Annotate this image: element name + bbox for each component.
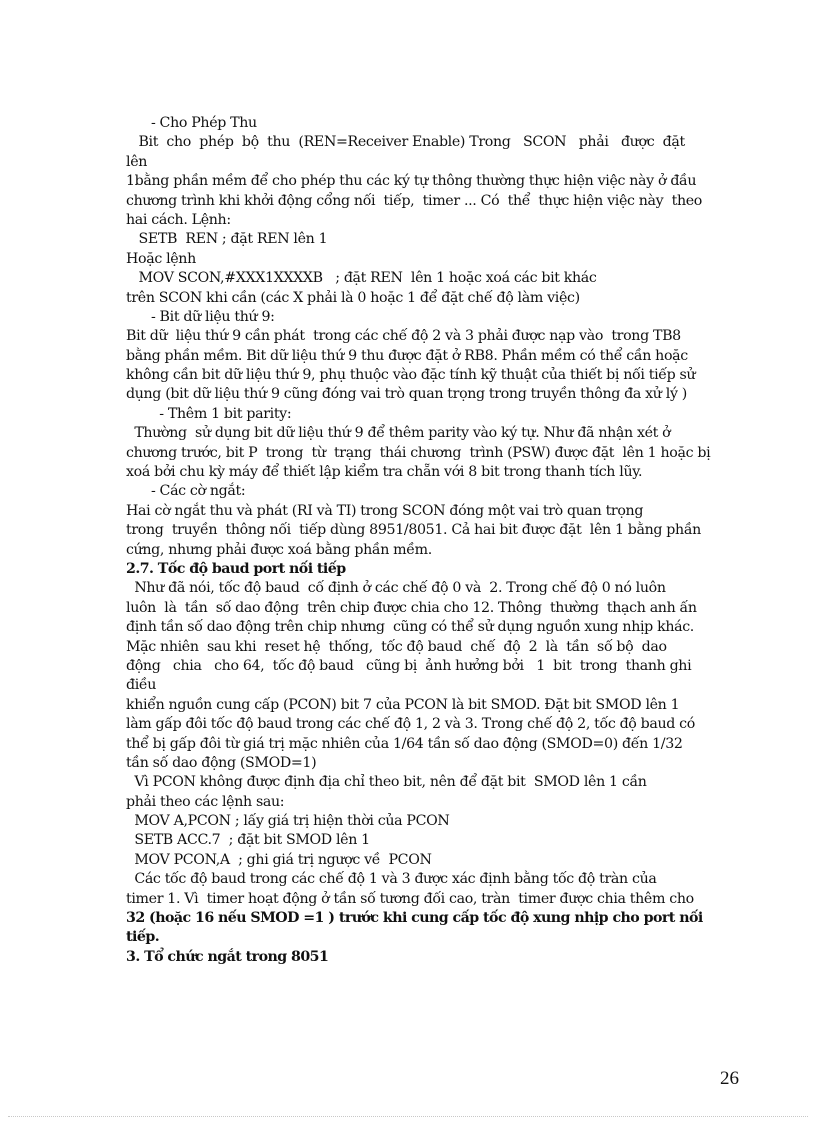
heading-line: tiếp.: [126, 929, 160, 946]
text-line: định tần số dao động trên chip nhưng cũng có thể sử dụng nguồn xung nhịp khác.: [126, 619, 694, 636]
text-line: xoá bởi chu kỳ máy để thiết lập kiểm tra chẵn với 8 bit trong thanh tích lũy.: [126, 464, 643, 481]
text-line: bằng phần mềm. Bit dữ liệu thứ 9 thu được đặt ở RB8. Phần mềm có thể cần hoặc: [126, 347, 688, 364]
text-line: thể bị gấp đôi từ giá trị mặc nhiên của 1/64 tần số dao động (SMOD=0) đến 1/32: [126, 735, 683, 752]
text-line: khiển nguồn cung cấp (PCON) bit 7 của PCON là bit SMOD. Đặt bit SMOD lên 1: [126, 696, 680, 713]
text-line: tần số dao động (SMOD=1): [126, 754, 317, 771]
text-line: Hai cờ ngắt thu và phát (RI và TI) trong SCON đóng một vai trò quan trọng: [126, 502, 644, 519]
heading-line: 2.7. Tốc độ baud port nối tiếp: [126, 560, 346, 577]
text-line: hai cách. Lệnh:: [126, 211, 231, 228]
text-line: dụng (bit dữ liệu thứ 9 cũng đóng vai trò quan trọng trong truyền thông đa xử lý ): [126, 386, 687, 403]
text-line: - Bit dữ liệu thứ 9:: [126, 308, 275, 325]
text-line: Mặc nhiên sau khi reset hệ thống, tốc độ baud chế độ 2 là tần số bộ dao: [126, 638, 667, 655]
text-line: Bit cho phép bộ thu (REN=Receiver Enable) Trong SCON phải được đặt: [126, 134, 685, 151]
text-line: Hoặc lệnh: [126, 250, 196, 267]
text-line: làm gấp đôi tốc độ baud trong các chế độ 1, 2 và 3. Trong chế độ 2, tốc độ baud có: [126, 716, 695, 733]
text-line: MOV SCON,#XXX1XXXXB ; đặt REN lên 1 hoặc xoá các bit khác: [126, 270, 597, 287]
text-line: 1bằng phần mềm để cho phép thu các ký tự thông thường thực hiện việc này ở đầu: [126, 173, 697, 190]
text-line: trong truyền thông nối tiếp dùng 8951/8051. Cả hai bit được đặt lên 1 bằng phần: [126, 522, 701, 539]
text-line: SETB ACC.7 ; đặt bit SMOD lên 1: [126, 832, 370, 849]
text-line: lên: [126, 153, 148, 170]
text-line: - Thêm 1 bit parity:: [126, 405, 292, 422]
text-line: Bit dữ liệu thứ 9 cần phát trong các chế độ 2 và 3 phải được nạp vào trong TB8: [126, 328, 681, 345]
text-line: phải theo các lệnh sau:: [126, 793, 285, 810]
footer-divider: [8, 1116, 808, 1117]
text-line: - Các cờ ngắt:: [126, 483, 246, 500]
text-line: SETB REN ; đặt REN lên 1: [126, 231, 328, 248]
text-line: timer 1. Vì timer hoạt động ở tần số tương đối cao, tràn timer được chia thêm cho: [126, 890, 694, 907]
text-line: chương trước, bit P trong từ trạng thái chương trình (PSW) được đặt lên 1 hoặc bị: [126, 444, 711, 461]
text-line: Như đã nói, tốc độ baud cố định ở các chế độ 0 và 2. Trong chế độ 0 nó luôn: [126, 580, 666, 597]
page-body: [126, 114, 742, 967]
heading-line: 3. Tổ chức ngắt trong 8051: [126, 948, 329, 965]
text-line: chương trình khi khởi động cổng nối tiếp, timer ... Có thể thực hiện việc này theo: [126, 192, 702, 209]
text-line: điều: [126, 677, 157, 694]
text-line: Các tốc độ baud trong các chế độ 1 và 3 được xác định bằng tốc độ tràn của: [126, 871, 657, 888]
text-line: trên SCON khi cần (các X phải là 0 hoặc 1 để đặt chế độ làm việc): [126, 289, 580, 306]
text-line: Vì PCON không được định địa chỉ theo bit, nên để đặt bit SMOD lên 1 cần: [126, 774, 647, 791]
text-line: - Cho Phép Thu: [126, 115, 257, 131]
text-line: Thường sử dụng bit dữ liệu thứ 9 để thêm parity vào ký tự. Như đã nhận xét ở: [126, 425, 671, 442]
text-line: MOV PCON,A ; ghi giá trị ngược về PCON: [126, 851, 432, 868]
text-line: cứng, nhưng phải được xoá bằng phần mềm.: [126, 541, 432, 558]
text-line: MOV A,PCON ; lấy giá trị hiện thời của PCON: [126, 813, 450, 830]
text-line: luôn là tần số dao động trên chip được chia cho 12. Thông thường thạch anh ấn: [126, 599, 697, 616]
text-line: không cần bit dữ liệu thứ 9, phụ thuộc vào đặc tính kỹ thuật của thiết bị nối tiếp sử: [126, 367, 696, 384]
heading-line: 32 (hoặc 16 nếu SMOD =1 ) trước khi cung cấp tốc độ xung nhịp cho port nối: [126, 910, 703, 927]
page-number: 26: [720, 1068, 739, 1089]
text-line: động chia cho 64, tốc độ baud cũng bị ảnh hưởng bởi 1 bit trong thanh ghi: [126, 657, 692, 674]
